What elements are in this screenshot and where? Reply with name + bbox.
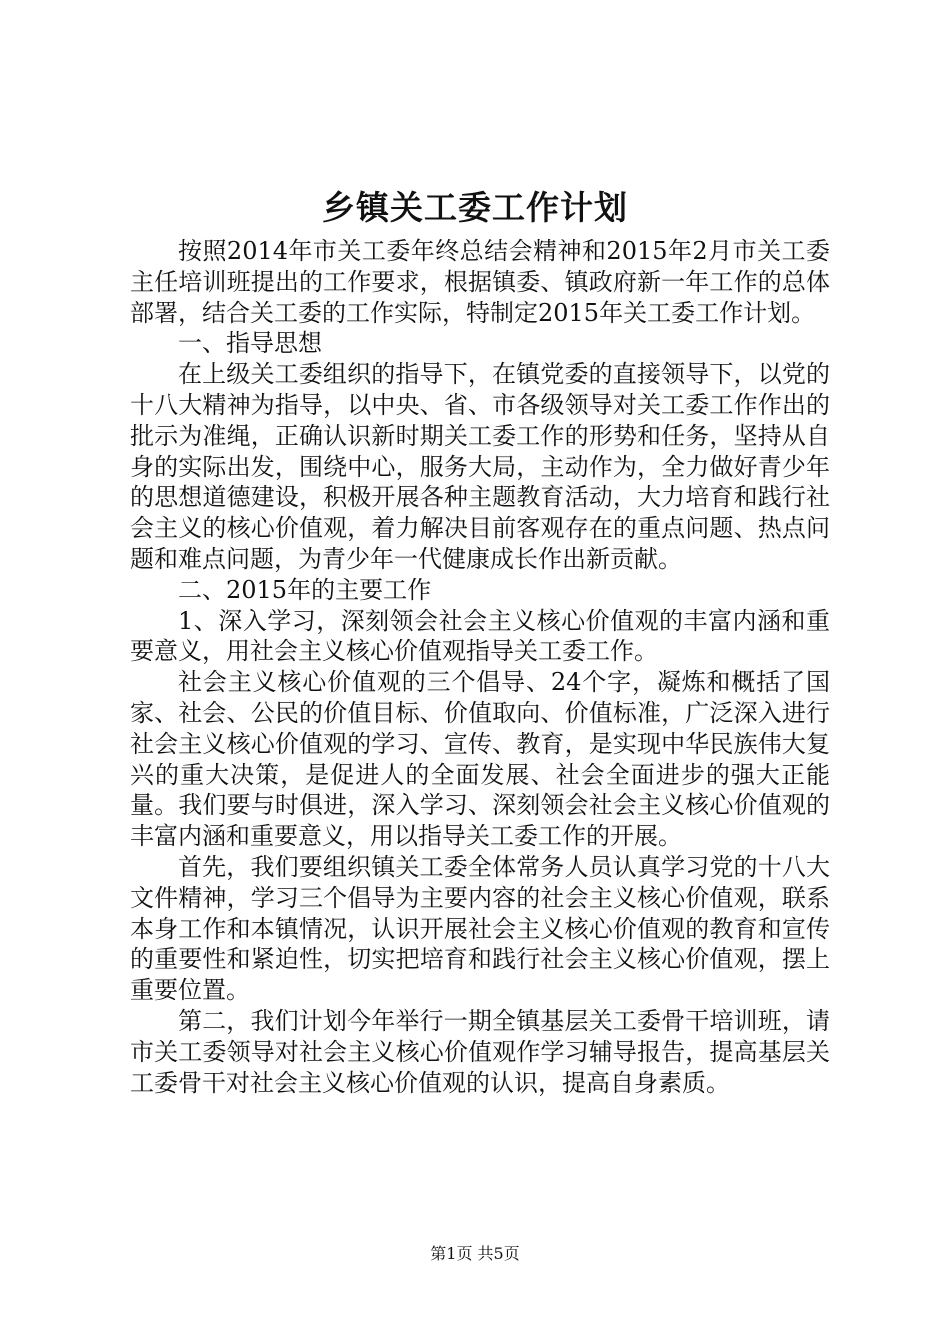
document-title: 乡镇关工委工作计划 bbox=[322, 188, 628, 227]
core-values-paragraph: 社会主义核心价值观的三个倡导、24个字，凝炼和概括了国家、社会、公民的价值目标、价值取向、价值标准，广泛深入进行社会主义核心价值观的学习、宣传、教育，是实现中华民族伟大复兴的重大决策，是促进人的全面发展、社会全面进步的强大正能量。我们要与时俱进，深入学习、深刻领会社会主义核心价值观的丰富内涵和重要意义，用以指导关工委工作的开展。 bbox=[130, 668, 830, 851]
second-measure-paragraph: 第二，我们计划今年举行一期全镇基层关工委骨干培训班，请市关工委领导对社会主义核心价值观作学习辅导报告，提高基层关工委骨干对社会主义核心价值观的认识，提高自身素质。 bbox=[130, 1006, 830, 1097]
main-work-item-1: 1、深入学习，深刻领会社会主义核心价值观的丰富内涵和重要意义，用社会主义核心价值观指导关工委工作。 bbox=[130, 606, 830, 666]
intro-paragraph: 按照2014年市关工委年终总结会精神和2015年2月市关工委主任培训班提出的工作要求，根据镇委、镇政府新一年工作的总体部署，结合关工委的工作实际，特制定2015年关工委工作计划。 bbox=[130, 237, 830, 327]
section-heading-guiding-principle: 一、指导思想 bbox=[178, 329, 322, 358]
document-body bbox=[130, 236, 830, 1098]
section-heading-main-work: 二、2015年的主要工作 bbox=[178, 575, 432, 604]
guiding-principle-paragraph: 在上级关工委组织的指导下，在镇党委的直接领导下，以党的十八大精神为指导，以中央、省、市各级领导对关工委工作作出的批示为准绳，正确认识新时期关工委工作的形势和任务，坚持从自身的实际出发，围绕中心，服务大局，主动作为，全力做好青少年的思想道德建设，积极开展各种主题教育活动，大力培育和践行社会主义的核心价值观，着力解决目前客观存在的重点问题、热点问题和难点问题，为青少年一代健康成长作出新贡献。 bbox=[130, 360, 830, 573]
page-number-footer: 第1页 共5页 bbox=[430, 1244, 520, 1263]
first-measure-paragraph: 首先，我们要组织镇关工委全体常务人员认真学习党的十八大文件精神，学习三个倡导为主要内容的社会主义核心价值观，联系本身工作和本镇情况，认识开展社会主义核心价值观的教育和宣传的重要性和紧迫性，切实把培育和践行社会主义核心价值观，摆上重要位置。 bbox=[130, 852, 830, 1005]
